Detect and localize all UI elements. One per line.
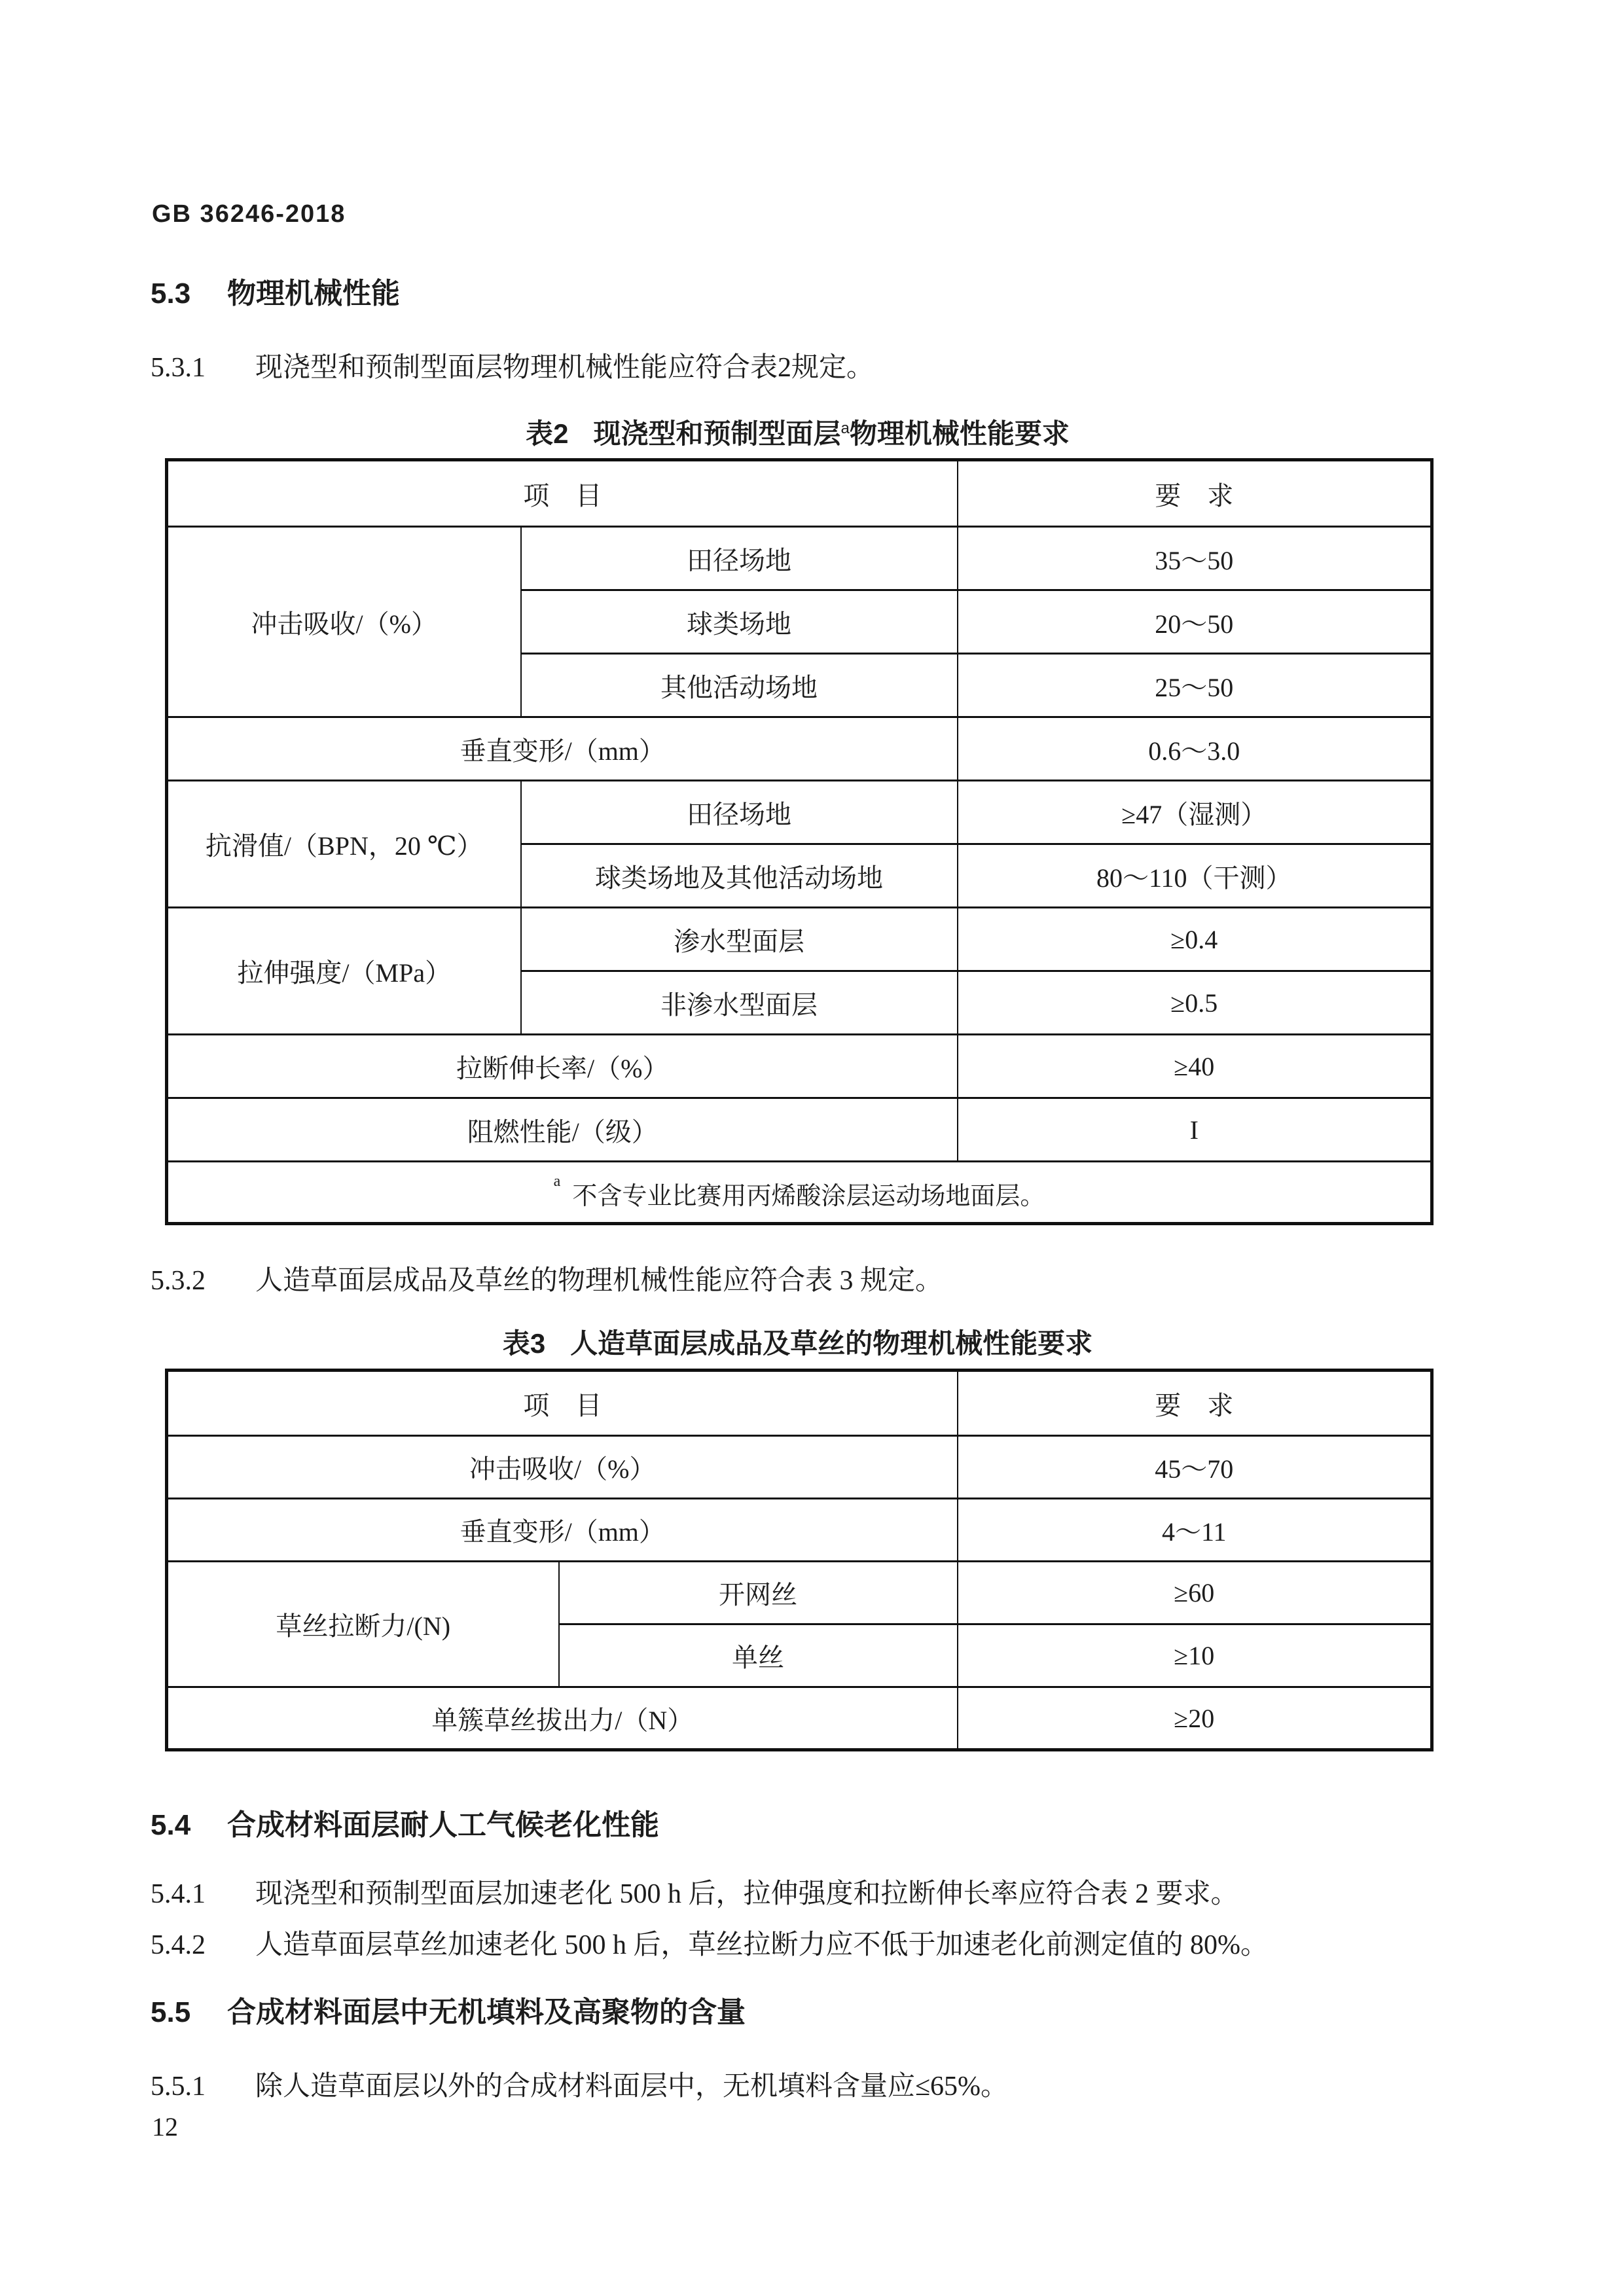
row-sub-item: 开网丝	[559, 1562, 958, 1624]
table-row	[167, 1436, 1432, 1499]
clause-text: 人造草面层成品及草丝的物理机械性能应符合表 3 规定。	[255, 1266, 943, 1296]
row-sub-item: 田径场地	[521, 781, 958, 844]
clause-number: 5.4.2	[151, 1930, 206, 1960]
section-number: 5.4	[151, 1809, 191, 1841]
clause-text: 人造草面层草丝加速老化 500 h 后，草丝拉断力应不低于加速老化前测定值的 80%。	[255, 1930, 1268, 1960]
row-requirement: 45～70	[958, 1436, 1432, 1499]
page-number: 12	[152, 2112, 178, 2142]
section-5-4-heading	[151, 1801, 659, 1843]
row-requirement: ≥0.4	[958, 908, 1432, 971]
caption-title-before: 现浇型和预制型面层	[593, 418, 841, 449]
clause-5-4-2	[151, 1923, 1268, 1962]
clause-number: 5.3.1	[151, 353, 206, 383]
row-sub-item: 球类场地	[521, 590, 958, 654]
doc-number: GB 36246-2018	[152, 200, 346, 228]
clause-number: 5.4.1	[151, 1879, 206, 1909]
column-header-item: 项 目	[167, 460, 958, 527]
row-requirement: ≥40	[958, 1035, 1432, 1098]
clause-5-4-1	[151, 1872, 1238, 1911]
row-requirement: ≥20	[958, 1687, 1432, 1750]
row-requirement: ≥47（湿测）	[958, 781, 1432, 844]
row-sub-item: 其他活动场地	[521, 654, 958, 717]
section-5-5-heading	[151, 1988, 746, 2030]
row-label-tuft-withdrawal-force: 单簇草丝拔出力/（N）	[167, 1687, 958, 1750]
row-label-impact: 冲击吸收/（%）	[167, 1436, 958, 1499]
caption-title-after: 物理机械性能要求	[849, 418, 1070, 449]
table-row	[167, 717, 1432, 781]
clause-text: 现浇型和预制型面层物理机械性能应符合表2规定。	[255, 353, 875, 383]
section-number: 5.3	[151, 278, 191, 310]
row-requirement: 80～110（干测）	[958, 844, 1432, 908]
section-title: 合成材料面层中无机填料及高聚物的含量	[227, 1996, 746, 2028]
clause-text: 现浇型和预制型面层加速老化 500 h 后，拉伸强度和拉断伸长率应符合表 2 要求。	[255, 1879, 1238, 1909]
row-label-vertical-deformation: 垂直变形/（mm）	[167, 717, 958, 781]
clause-5-5-1	[151, 2064, 1008, 2104]
footnote-superscript: a	[553, 1173, 561, 1190]
row-requirement: 20～50	[958, 590, 1432, 654]
row-label-slip-resistance: 抗滑值/（BPN，20 ℃）	[167, 781, 521, 908]
row-sub-item: 球类场地及其他活动场地	[521, 844, 958, 908]
caption-title: 人造草面层成品及草丝的物理机械性能要求	[570, 1328, 1093, 1359]
row-label-elongation: 拉断伸长率/（%）	[167, 1035, 958, 1098]
column-header-requirement: 要 求	[958, 460, 1432, 527]
table-row	[167, 1562, 1432, 1624]
clause-number: 5.5.1	[151, 2072, 206, 2102]
row-requirement: 0.6～3.0	[958, 717, 1432, 781]
row-label-tensile-strength: 拉伸强度/（MPa）	[167, 908, 521, 1035]
table-row	[167, 1687, 1432, 1750]
row-sub-item: 田径场地	[521, 527, 958, 590]
row-sub-item: 单丝	[559, 1624, 958, 1687]
clause-5-3-2	[151, 1259, 943, 1298]
table-row	[167, 1371, 1432, 1436]
row-requirement: ≥10	[958, 1624, 1432, 1687]
row-label-tuft-break-force: 草丝拉断力/(N)	[167, 1562, 559, 1687]
table-row	[167, 460, 1432, 527]
table-row	[167, 1035, 1432, 1098]
caption-superscript: a	[840, 420, 850, 437]
row-requirement: I	[958, 1098, 1432, 1162]
table3-caption	[165, 1322, 1430, 1361]
column-header-item: 项 目	[167, 1371, 958, 1436]
footnote-text: 不含专业比赛用丙烯酸涂层运动场地面层。	[572, 1183, 1045, 1210]
section-title: 物理机械性能	[227, 278, 400, 310]
clause-number: 5.3.2	[151, 1266, 206, 1296]
table-row	[167, 781, 1432, 844]
row-requirement: 35～50	[958, 527, 1432, 590]
table-row	[167, 1499, 1432, 1562]
row-sub-item: 非渗水型面层	[521, 971, 958, 1035]
row-sub-item: 渗水型面层	[521, 908, 958, 971]
row-label-impact: 冲击吸收/（%）	[167, 527, 521, 717]
clause-text: 除人造草面层以外的合成材料面层中，无机填料含量应≤65%。	[255, 2072, 1009, 2102]
row-label-flame-retardance: 阻燃性能/（级）	[167, 1098, 958, 1162]
column-header-requirement: 要 求	[958, 1371, 1432, 1436]
row-requirement: ≥0.5	[958, 971, 1432, 1035]
table2	[165, 458, 1434, 1225]
row-label-vertical-deformation: 垂直变形/（mm）	[167, 1499, 958, 1562]
clause-5-3-1	[151, 346, 874, 385]
section-number: 5.5	[151, 1996, 191, 2028]
row-requirement: ≥60	[958, 1562, 1432, 1624]
caption-label: 表3	[502, 1328, 546, 1359]
row-requirement: 25～50	[958, 654, 1432, 717]
table2-footnote	[167, 1162, 1432, 1224]
table2-caption	[165, 412, 1430, 452]
table3	[165, 1369, 1434, 1751]
table-row	[167, 908, 1432, 971]
table-row	[167, 527, 1432, 590]
section-5-3-heading	[151, 270, 400, 312]
caption-label: 表2	[526, 418, 569, 449]
row-requirement: 4～11	[958, 1499, 1432, 1562]
table-footnote-row	[167, 1162, 1432, 1224]
table-row	[167, 1098, 1432, 1162]
section-title: 合成材料面层耐人工气候老化性能	[227, 1809, 659, 1841]
